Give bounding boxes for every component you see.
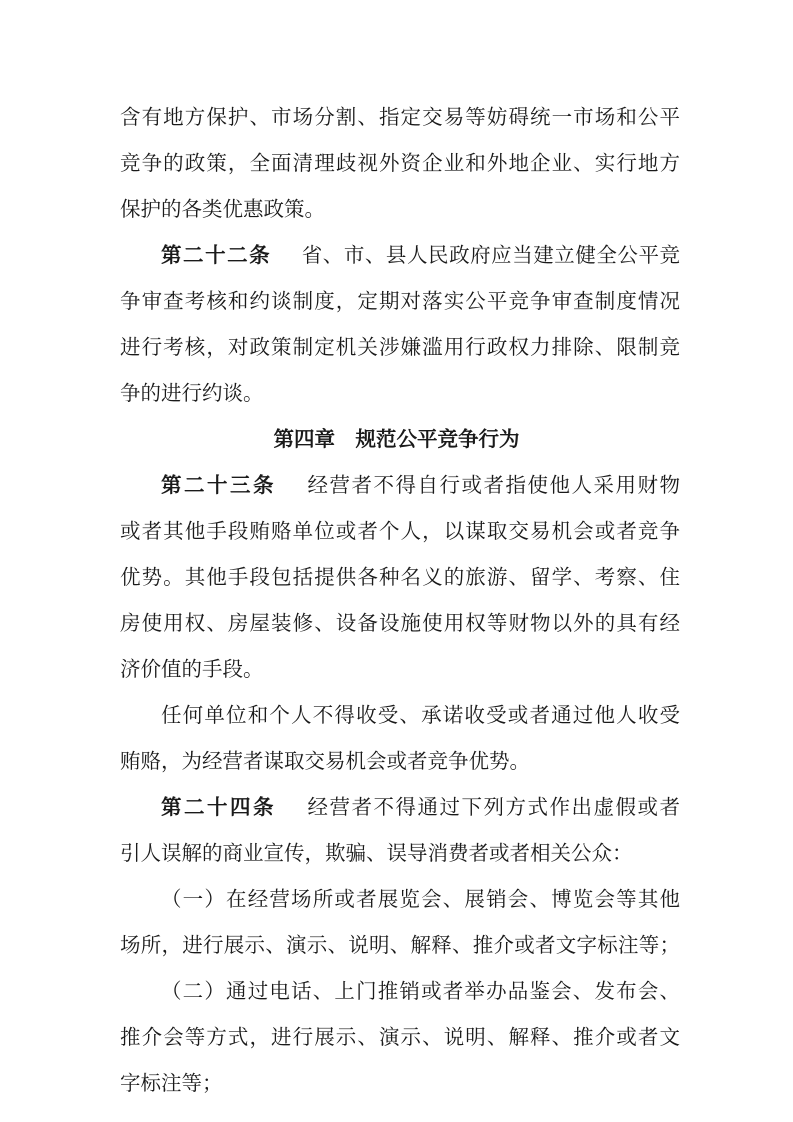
text-line: 优势。其他手段包括提供各种名义的旅游、留学、考察、住 bbox=[120, 565, 680, 589]
text-line: 争的进行约谈。 bbox=[120, 381, 264, 405]
text-line: 场所，进行展示、演示、说明、解释、推介或者文字标注等； bbox=[120, 933, 680, 957]
text-line: 推介会等方式，进行展示、演示、说明、解释、推介或者文 bbox=[120, 1025, 680, 1049]
article-23-heading: 第二十三条 bbox=[161, 473, 276, 497]
text-line: 进行考核，对政策制定机关涉嫌滥用行政权力排除、限制竞 bbox=[120, 335, 680, 359]
article-22-heading: 第二十二条 bbox=[161, 243, 272, 267]
article-22-text: 省、市、县人民政府应当建立健全公平竞 bbox=[301, 243, 680, 267]
article-23-text: 经营者不得自行或者指使他人采用财物 bbox=[306, 473, 680, 497]
text-line: 字标注等； bbox=[120, 1071, 223, 1095]
chapter-heading: 第四章 规范公平竞争行为 bbox=[273, 427, 520, 451]
text-line: 贿赂，为经营者谋取交易机会或者竞争优势。 bbox=[120, 749, 530, 773]
article-24-text: 经营者不得通过下列方式作出虚假或者 bbox=[306, 795, 680, 819]
article-24-first-line bbox=[161, 792, 680, 822]
text-line: 任何单位和个人不得收受、承诺收受或者通过他人收受 bbox=[161, 703, 680, 727]
text-line: 含有地方保护、市场分割、指定交易等妨碍统一市场和公平 bbox=[120, 105, 680, 129]
article-24-heading: 第二十四条 bbox=[161, 795, 276, 819]
text-line: 房使用权、房屋装修、设备设施使用权等财物以外的具有经 bbox=[120, 611, 680, 635]
text-line: 争审查考核和约谈制度，定期对落实公平竞争审查制度情况 bbox=[120, 289, 680, 313]
text-line: （一）在经营场所或者展览会、展销会、博览会等其他 bbox=[161, 887, 680, 911]
text-line: 济价值的手段。 bbox=[120, 657, 264, 681]
text-line: （二）通过电话、上门推销或者举办品鉴会、发布会、 bbox=[161, 979, 680, 1003]
article-22-first-line bbox=[161, 240, 680, 270]
article-23-first-line bbox=[161, 470, 680, 500]
text-line: 保护的各类优惠政策。 bbox=[120, 197, 325, 221]
text-line: 竞争的政策，全面清理歧视外资企业和外地企业、实行地方 bbox=[120, 151, 680, 175]
text-line: 或者其他手段贿赂单位或者个人，以谋取交易机会或者竞争 bbox=[120, 519, 680, 543]
text-line: 引人误解的商业宣传，欺骗、误导消费者或者相关公众： bbox=[120, 841, 633, 865]
